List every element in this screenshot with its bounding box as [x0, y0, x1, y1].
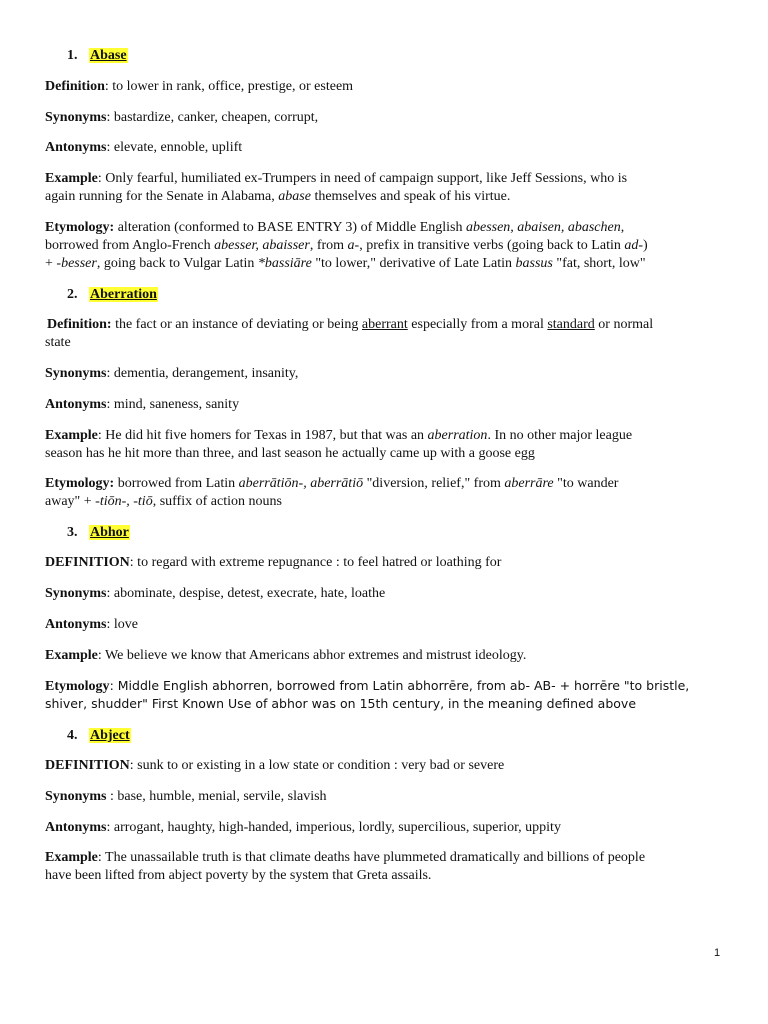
antonyms-line: [45, 616, 725, 634]
example-text: have been lifted from abject poverty by the system that Greta assails.: [45, 868, 432, 883]
antonyms-line: [45, 396, 725, 414]
synonyms-text: : dementia, derangement, insanity,: [106, 366, 299, 381]
synonyms-text: : bastardize, canker, cheapen, corrupt,: [106, 110, 319, 125]
example-text: : The unassailable truth is that climate deaths have plummeted dramatically and billions of people: [97, 850, 646, 865]
definition-text: : sunk to or existing in a low state or condition : very bad or severe: [129, 758, 505, 773]
etymology-text: ): [643, 238, 648, 253]
example-line: [45, 427, 725, 445]
entry-number: 1.: [67, 48, 78, 63]
definition-line: [47, 316, 727, 334]
example-text: . In no other major league: [487, 428, 633, 443]
etymology-text: ,: [620, 220, 625, 235]
entry-number: 2.: [67, 287, 78, 302]
antonyms-label: Antonyms: [45, 140, 107, 155]
etymology-italic: abessen, abaisen, abaschen: [465, 220, 621, 235]
definition-text: state: [45, 335, 71, 350]
synonyms-label: Synonyms: [45, 789, 107, 804]
entry-number: 4.: [67, 728, 78, 743]
etymology-line: [45, 219, 725, 237]
etymology-label: Etymology: [45, 679, 110, 694]
example-text: : We believe we know that Americans abhor extremes and mistrust ideology.: [97, 648, 527, 663]
etymology-italic: *bassiāre: [257, 256, 312, 271]
example-line: [45, 647, 725, 665]
antonyms-label: Antonyms: [45, 820, 107, 835]
etymology-line: [45, 677, 725, 696]
entry-number: 3.: [67, 525, 78, 540]
etymology-text: "diversion, relief," from: [363, 476, 505, 491]
antonyms-text: : arrogant, haughty, high-handed, imperious, lordly, supercilious, superior, uppity: [106, 820, 561, 835]
etymology-text: alteration (conformed to BASE ENTRY 3) of Middle English: [114, 220, 466, 235]
definition-link: aberrant: [361, 317, 408, 332]
example-line-2: [45, 867, 725, 885]
definition-text: the fact or an instance of deviating or being: [111, 317, 362, 332]
example-text: themselves and speak of his virtue.: [310, 189, 511, 204]
definition-line: [45, 554, 725, 572]
entry-word: Aberration: [90, 287, 157, 302]
definition-text: : to regard with extreme repugnance : to feel hatred or loathing for: [129, 555, 502, 570]
example-label: Example: [45, 850, 98, 865]
entry-heading-abase: [67, 47, 128, 65]
synonyms-line: [45, 585, 725, 603]
etymology-italic: ad-: [624, 238, 644, 253]
etymology-text: away" +: [45, 494, 96, 509]
etymology-text: , suffix of action nouns: [152, 494, 282, 509]
etymology-text: , going back to Vulgar Latin: [96, 256, 258, 271]
etymology-text: +: [45, 256, 57, 271]
example-text: season has he hit more than three, and last season he actually came up with a goose egg: [45, 446, 535, 461]
example-line: [45, 849, 725, 867]
etymology-text: : Middle English abhorren, borrowed from Latin abhorrēre, from ab- AB- + horrēre "to bristle,: [109, 678, 690, 693]
definition-text: : to lower in rank, office, prestige, or esteem: [104, 79, 354, 94]
entry-word: Abhor: [90, 525, 129, 540]
antonyms-label: Antonyms: [45, 397, 107, 412]
etymology-text: , prefix in transitive verbs (going back to Latin: [359, 238, 625, 253]
antonyms-text: : love: [106, 617, 138, 632]
synonyms-line: [45, 788, 725, 806]
definition-line: [45, 78, 725, 96]
definition-label: Definition: [45, 79, 105, 94]
page-number: 1: [714, 947, 721, 959]
definition-line-2: [45, 334, 725, 352]
definition-text: especially from a moral: [407, 317, 548, 332]
etymology-text: , from: [309, 238, 348, 253]
synonyms-line: [45, 365, 725, 383]
definition-text: or normal: [594, 317, 654, 332]
entry-word: Abject: [90, 728, 130, 743]
etymology-italic: bassus: [515, 256, 553, 271]
synonyms-line: [45, 109, 725, 127]
etymology-text: "to lower," derivative of Late Latin: [311, 256, 516, 271]
definition-line: [45, 757, 725, 775]
etymology-text: borrowed from Latin: [114, 476, 239, 491]
example-label: Example: [45, 171, 98, 186]
etymology-text: borrowed from Anglo-French: [45, 238, 215, 253]
example-line-2: [45, 445, 725, 463]
antonyms-text: : elevate, ennoble, uplift: [106, 140, 243, 155]
etymology-italic: a-: [347, 238, 360, 253]
etymology-italic: aberrāre: [504, 476, 554, 491]
synonyms-label: Synonyms: [45, 366, 107, 381]
entry-heading-abject: [67, 727, 131, 745]
synonyms-label: Synonyms: [45, 110, 107, 125]
example-text: : He did hit five homers for Texas in 1987, but that was an: [97, 428, 428, 443]
definition-link: standard: [547, 317, 595, 332]
definition-label: DEFINITION: [45, 758, 130, 773]
antonyms-label: Antonyms: [45, 617, 107, 632]
etymology-italic: -tiōn-, -tiō: [95, 494, 153, 509]
etymology-line: [45, 475, 725, 493]
example-line: [45, 170, 725, 188]
etymology-italic: aberrātiōn-, aberrātiō: [238, 476, 364, 491]
etymology-line-2: [45, 493, 725, 511]
etymology-line-2: [45, 237, 725, 255]
etymology-text: "to wander: [553, 476, 619, 491]
example-line-2: [45, 188, 725, 206]
synonyms-text: : abominate, despise, detest, execrate, hate, loathe: [106, 586, 386, 601]
entry-heading-aberration: [67, 286, 158, 304]
entry-word: Abase: [90, 48, 127, 63]
etymology-label: Etymology:: [45, 476, 115, 491]
example-text: : Only fearful, humiliated ex-Trumpers in need of campaign support, like Jeff Sessions, who is: [97, 171, 628, 186]
antonyms-line: [45, 139, 725, 157]
example-label: Example: [45, 648, 98, 663]
entry-heading-abhor: [67, 524, 130, 542]
etymology-label: Etymology:: [45, 220, 115, 235]
etymology-italic: -besser: [56, 256, 97, 271]
etymology-text: shiver, shudder" First Known Use of abhor was on 15th century, in the meaning defined above: [45, 696, 637, 711]
etymology-italic: abesser, abaisser: [214, 238, 310, 253]
antonyms-text: : mind, saneness, sanity: [106, 397, 240, 412]
example-label: Example: [45, 428, 98, 443]
example-text: again running for the Senate in Alabama,: [45, 189, 279, 204]
synonyms-text: : base, humble, menial, servile, slavish: [106, 789, 327, 804]
definition-label: Definition:: [47, 317, 112, 332]
etymology-text: "fat, short, low": [552, 256, 646, 271]
definition-label: DEFINITION: [45, 555, 130, 570]
example-italic: abase: [278, 189, 311, 204]
example-italic: aberration: [427, 428, 488, 443]
antonyms-line: [45, 819, 725, 837]
etymology-line-3: [45, 255, 725, 273]
synonyms-label: Synonyms: [45, 586, 107, 601]
etymology-line-2: [45, 695, 725, 714]
